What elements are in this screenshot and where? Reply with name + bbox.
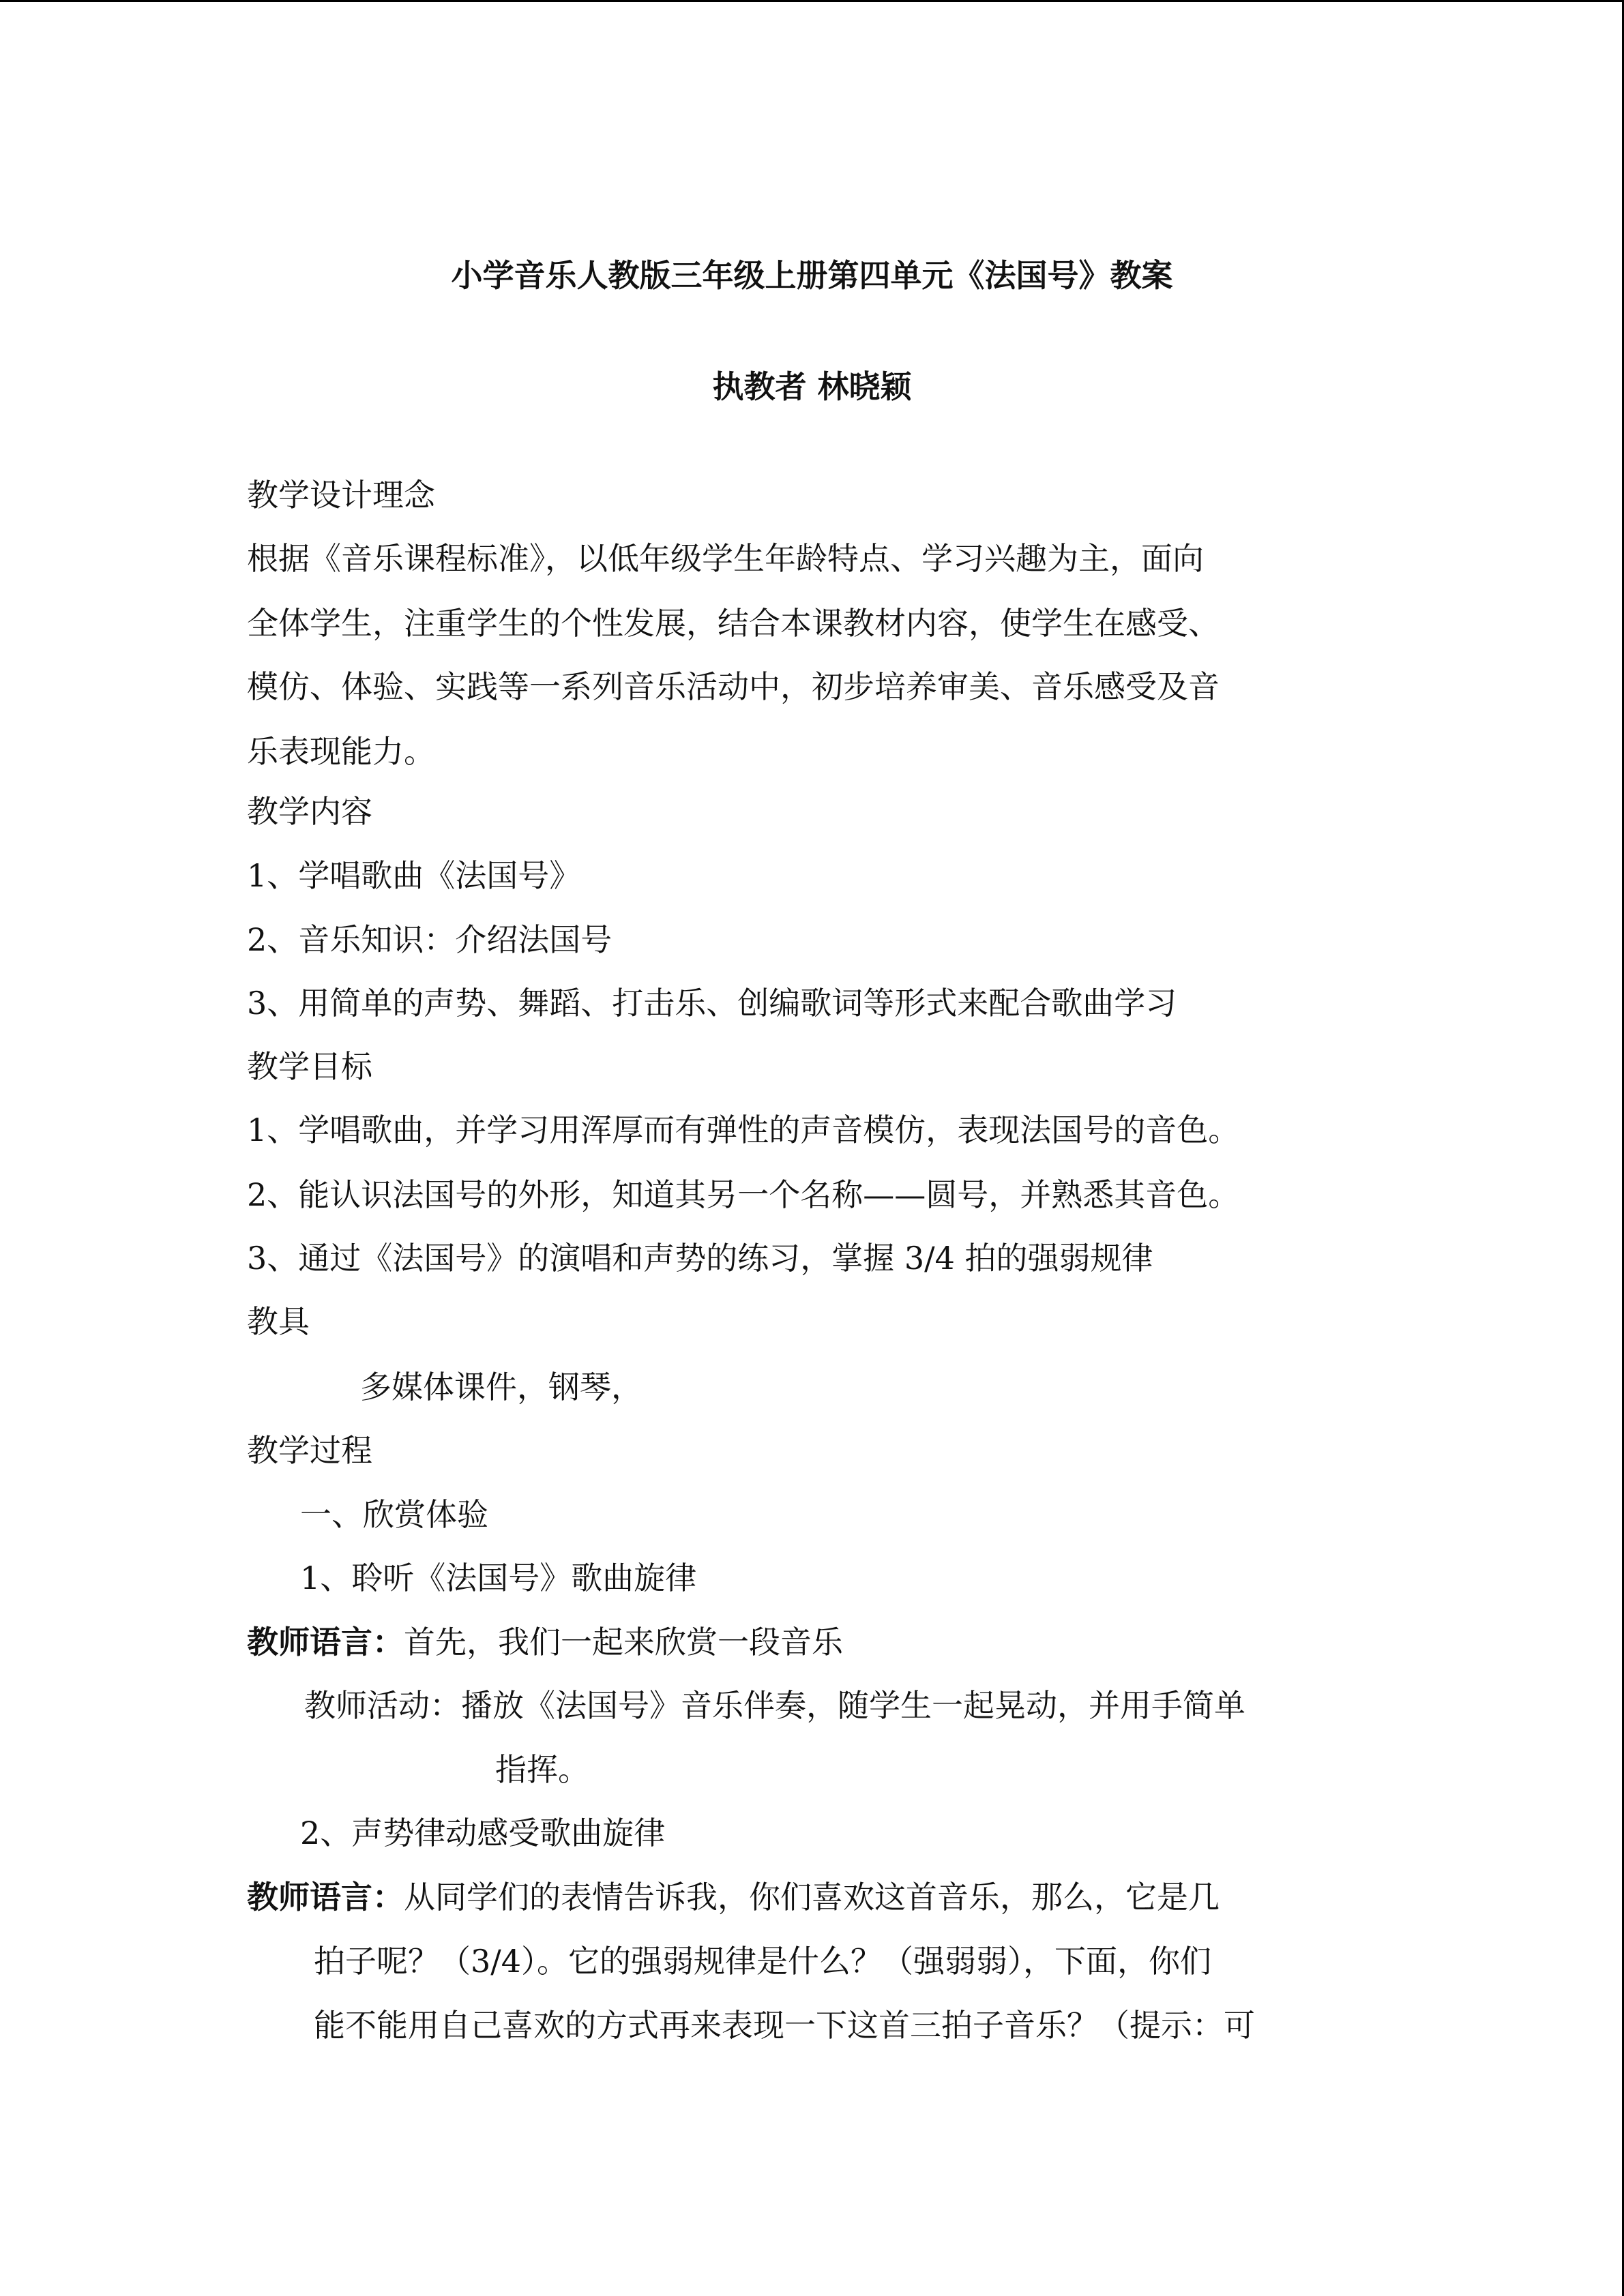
- process-step-1: 1、聆听《法国号》歌曲旋律: [300, 1560, 697, 1596]
- teacher-speech-text: 首先，我们一起来欣赏一段音乐: [404, 1624, 843, 1660]
- design-heading: 教学设计理念: [247, 477, 435, 513]
- design-line-1: 根据《音乐课程标准》，以低年级学生年龄特点、学习兴趣为主，面向: [247, 540, 1204, 577]
- goals-item-2: 2、能认识法国号的外形，知道其另一个名称——圆号，并熟悉其音色。: [247, 1176, 1240, 1213]
- content-item-2: 2、音乐知识：介绍法国号: [247, 921, 612, 958]
- design-line-3: 模仿、体验、实践等一系列音乐活动中，初步培养审美、音乐感受及音: [247, 668, 1220, 705]
- teacher-speech-2-line-2: 拍子呢？（3/4）。它的强弱规律是什么？（强弱弱），下面，你们: [314, 1943, 1212, 1980]
- teacher-speech-text: 从同学们的表情告诉我，你们喜欢这首音乐，那么，它是几: [404, 1879, 1220, 1915]
- design-line-2: 全体学生，注重学生的个性发展，结合本课教材内容，使学生在感受、: [247, 605, 1220, 642]
- goals-item-3: 3、通过《法国号》的演唱和声势的练习，掌握 3/4 拍的强弱规律: [247, 1240, 1153, 1277]
- teacher-speech-1: [247, 1622, 843, 1663]
- goals-heading: 教学目标: [247, 1048, 372, 1085]
- teacher-activity-line-1: 教师活动：播放《法国号》音乐伴奏，随学生一起晃动，并用手简单: [304, 1687, 1245, 1724]
- teacher-speech-label: 教师语言：: [247, 1624, 404, 1660]
- tools-text: 多媒体课件，钢琴，: [360, 1369, 643, 1405]
- content-heading: 教学内容: [247, 793, 372, 830]
- teacher-activity-line-2: 指挥。: [495, 1751, 589, 1788]
- teacher-speech-2-line-3: 能不能用自己喜欢的方式再来表现一下这首三拍子音乐？（提示：可: [314, 2007, 1255, 2044]
- process-part-1: 一、欣赏体验: [300, 1496, 488, 1533]
- design-line-4: 乐表现能力。: [247, 733, 435, 770]
- tools-heading: 教具: [247, 1303, 310, 1340]
- content-item-3: 3、用简单的声势、舞蹈、打击乐、创编歌词等形式来配合歌曲学习: [247, 985, 1177, 1022]
- document-title: 小学音乐人教版三年级上册第四单元《法国号》教案: [451, 257, 1173, 294]
- teacher-speech-2: [247, 1877, 1220, 1918]
- teacher-name: 执教者 林晓颖: [712, 368, 912, 405]
- process-step-2: 2、声势律动感受歌曲旋律: [300, 1815, 666, 1851]
- teacher-speech-label: 教师语言：: [247, 1879, 404, 1915]
- goals-item-1: 1、学唱歌曲，并学习用浑厚而有弹性的声音模仿，表现法国号的音色。: [247, 1112, 1240, 1148]
- content-item-1: 1、学唱歌曲《法国号》: [247, 857, 581, 894]
- page-top-border: [0, 0, 1624, 2]
- process-heading: 教学过程: [247, 1432, 372, 1469]
